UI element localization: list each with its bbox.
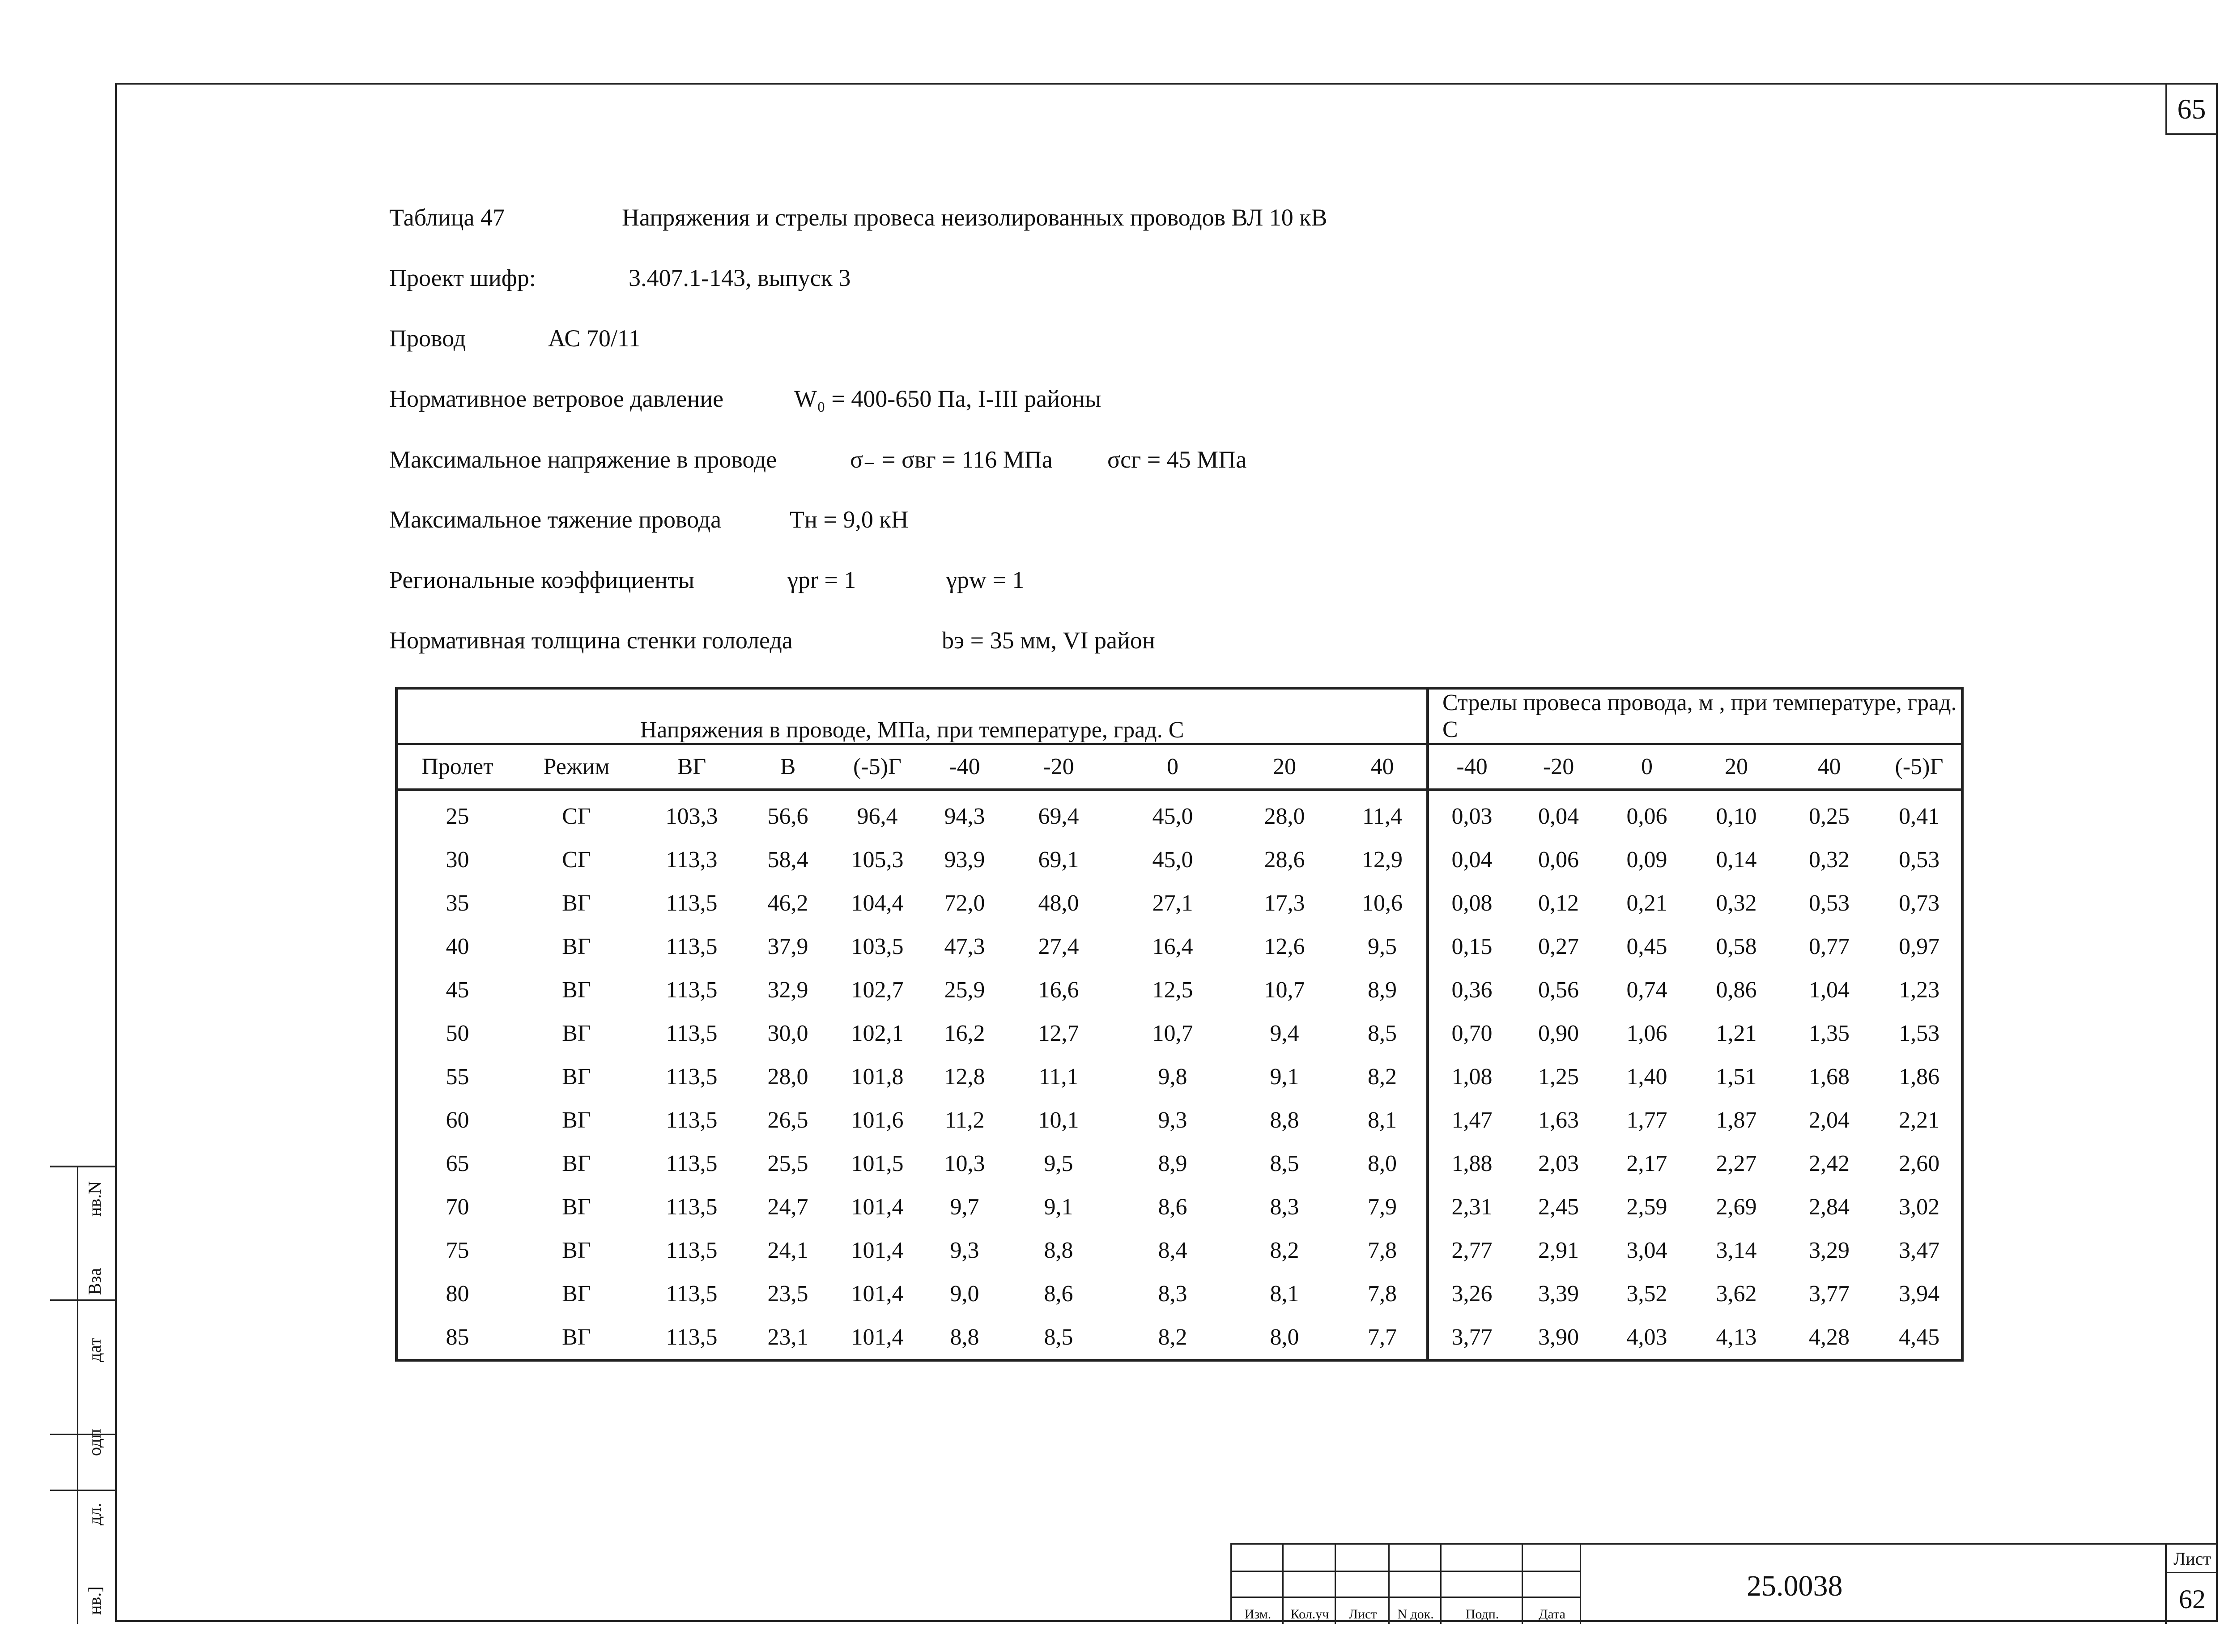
table-cell: 2,17 — [1626, 1150, 1667, 1176]
table-cell: ВГ — [562, 1194, 591, 1220]
column-header: В — [748, 744, 828, 790]
sag-tension-table — [395, 687, 1964, 1362]
table-cell: 3,94 — [1899, 1281, 1940, 1307]
table-cell: 58,4 — [767, 847, 808, 873]
table-cell: 0,06 — [1538, 847, 1579, 873]
side-stamp-label-6: нв.] — [85, 1586, 105, 1615]
column-header: Пролет — [396, 744, 517, 790]
table-cell: 0,06 — [1626, 803, 1667, 829]
ice-thickness-label: Нормативная толщина стенки гололеда — [389, 627, 793, 654]
revision-grid — [1232, 1545, 1581, 1624]
column-header: -20 — [1003, 744, 1114, 790]
document-code: 25.0038 — [1747, 1570, 1843, 1602]
table-cell: 28,0 — [767, 1064, 808, 1090]
table-cell: 8,0 — [1338, 1142, 1428, 1185]
table-cell: 1,68 — [1809, 1064, 1850, 1090]
project-value: 3.407.1-143, выпуск 3 — [629, 264, 851, 291]
table-cell: 1,87 — [1716, 1107, 1757, 1133]
table-cell: 101,6 — [851, 1107, 904, 1133]
table-cell: 3,62 — [1716, 1281, 1757, 1307]
column-header: -40 — [1428, 744, 1515, 790]
table-cell: 4,13 — [1716, 1324, 1757, 1350]
table-cell: ВГ — [562, 977, 591, 1003]
table-cell: 1,88 — [1451, 1150, 1493, 1176]
table-cell: 113,5 — [666, 1020, 718, 1046]
table-cell: 23,1 — [767, 1324, 808, 1350]
table-cell: 9,3 — [1158, 1107, 1187, 1133]
table-row — [396, 1229, 1962, 1272]
table-cell: 46,2 — [767, 890, 808, 916]
column-header: (-5)Г — [828, 744, 927, 790]
table-cell: 3,14 — [1716, 1237, 1757, 1263]
table-cell: ВГ — [562, 1107, 591, 1133]
table-cell: 16,6 — [1038, 977, 1079, 1003]
table-cell: 113,5 — [666, 1194, 718, 1220]
table-cell: 8,5 — [1044, 1324, 1073, 1350]
table-cell: 102,7 — [851, 977, 904, 1003]
table-cell: 3,77 — [1809, 1281, 1850, 1307]
sheet-box — [2165, 1545, 2218, 1624]
regional-coeff-value-2: γpw = 1 — [946, 566, 1025, 593]
table-cell: 0,36 — [1451, 977, 1493, 1003]
sheet-number: 62 — [2179, 1584, 2206, 1614]
side-stamp-label-5: дл. — [85, 1503, 105, 1525]
table-cell: 35 — [446, 890, 469, 916]
table-cell: 0,32 — [1716, 890, 1757, 916]
table-cell: 9,5 — [1044, 1150, 1073, 1176]
table-row — [396, 1272, 1962, 1316]
sheet-label: Лист — [2167, 1548, 2218, 1573]
table-cell: 45,0 — [1152, 847, 1193, 873]
table-cell: 0,09 — [1626, 847, 1667, 873]
table-cell: 56,6 — [767, 803, 808, 829]
column-header: 40 — [1781, 744, 1877, 790]
table-cell: 0,74 — [1626, 977, 1667, 1003]
titleblock-label-ndok: N док. — [1397, 1607, 1434, 1622]
table-cell: 8,8 — [1044, 1237, 1073, 1263]
table-cell: 27,4 — [1038, 933, 1079, 959]
table-cell: 0,21 — [1626, 890, 1667, 916]
table-row — [396, 1012, 1962, 1055]
table-cell: 93,9 — [944, 847, 985, 873]
table-cell: 45 — [446, 977, 469, 1003]
table-cell: 113,5 — [666, 977, 718, 1003]
table-cell: ВГ — [562, 1324, 591, 1350]
table-cell: 1,23 — [1899, 977, 1940, 1003]
table-row — [396, 881, 1962, 925]
table-cell: 4,28 — [1809, 1324, 1850, 1350]
table-cell: 3,52 — [1626, 1281, 1667, 1307]
table-cell: 113,3 — [666, 847, 718, 873]
table-cell: 12,5 — [1152, 977, 1193, 1003]
table-cell: 25,9 — [944, 977, 985, 1003]
table-cell: 2,59 — [1626, 1194, 1667, 1220]
table-cell: 0,04 — [1538, 803, 1579, 829]
table-cell: 1,08 — [1451, 1064, 1493, 1090]
wind-value: W₀ = 400-650 Па, I-III районы — [794, 385, 1101, 412]
table-cell: 8,3 — [1270, 1194, 1299, 1220]
table-cell: 104,4 — [851, 890, 904, 916]
table-cell: 9,8 — [1158, 1064, 1187, 1090]
table-cell: 9,7 — [950, 1194, 979, 1220]
column-header: 40 — [1338, 744, 1428, 790]
table-cell: 2,91 — [1538, 1237, 1579, 1263]
table-cell: 2,27 — [1716, 1150, 1757, 1176]
table-cell: 2,03 — [1538, 1150, 1579, 1176]
table-cell: 17,3 — [1264, 890, 1305, 916]
table-cell: 0,08 — [1451, 890, 1493, 916]
table-cell: 113,5 — [666, 1064, 718, 1090]
table-cell: 8,6 — [1158, 1194, 1187, 1220]
project-line — [389, 264, 851, 292]
table-cell: 70 — [446, 1194, 469, 1220]
table-row — [396, 1316, 1962, 1360]
table-cell: 8,4 — [1158, 1237, 1187, 1263]
table-cell: 101,4 — [851, 1281, 904, 1307]
stress-group-header: Напряжения в проводе, МПа, при температуре, град. С — [396, 688, 1428, 744]
table-cell: 0,14 — [1716, 847, 1757, 873]
table-cell: 28,6 — [1264, 847, 1305, 873]
table-cell: 7,8 — [1338, 1229, 1428, 1272]
table-cell: 30,0 — [767, 1020, 808, 1046]
table-cell: 1,86 — [1899, 1064, 1940, 1090]
table-cell: 0,56 — [1538, 977, 1579, 1003]
table-cell: 85 — [446, 1324, 469, 1350]
side-stamp-label-2: Вза — [85, 1268, 105, 1295]
table-cell: ВГ — [562, 1064, 591, 1090]
table-cell: СГ — [562, 803, 591, 829]
table-cell: 12,7 — [1038, 1020, 1079, 1046]
table-cell: 24,7 — [767, 1194, 808, 1220]
table-label: Таблица 47 — [389, 204, 505, 231]
table-row — [396, 1142, 1962, 1185]
table-cell: 9,1 — [1044, 1194, 1073, 1220]
titleblock-label-data: Дата — [1539, 1607, 1565, 1622]
table-cell: 10,6 — [1338, 881, 1428, 925]
column-header: ВГ — [636, 744, 748, 790]
table-cell: 8,0 — [1270, 1324, 1299, 1350]
table-cell: 8,8 — [1270, 1107, 1299, 1133]
table-cell: 3,02 — [1899, 1194, 1940, 1220]
table-cell: 1,53 — [1899, 1020, 1940, 1046]
table-cell: 1,47 — [1451, 1107, 1493, 1133]
table-row — [396, 968, 1962, 1012]
table-cell: 3,26 — [1451, 1281, 1493, 1307]
table-cell: 113,5 — [666, 1150, 718, 1176]
table-cell: 10,3 — [944, 1150, 985, 1176]
table-cell: 8,8 — [950, 1324, 979, 1350]
table-cell: 3,39 — [1538, 1281, 1579, 1307]
table-cell: 8,1 — [1338, 1098, 1428, 1142]
table-cell: 0,77 — [1809, 933, 1850, 959]
table-cell: ВГ — [562, 1150, 591, 1176]
table-row — [396, 838, 1962, 881]
table-cell: 26,5 — [767, 1107, 808, 1133]
table-cell: 50 — [446, 1020, 469, 1046]
sag-group-header: Стрелы провеса провода, м , при температуре, град. С — [1428, 688, 1962, 744]
table-cell: 9,5 — [1338, 925, 1428, 968]
max-stress-line — [389, 445, 1246, 473]
table-cell: 60 — [446, 1107, 469, 1133]
table-cell: 40 — [446, 933, 469, 959]
titleblock-label-kol: Кол.уч — [1290, 1607, 1329, 1622]
max-stress-value-2: σсг = 45 МПа — [1107, 446, 1247, 473]
wire-value: АС 70/11 — [548, 325, 641, 352]
table-cell: 0,73 — [1899, 890, 1940, 916]
table-cell: 0,45 — [1626, 933, 1667, 959]
max-stress-label: Максимальное напряжение в проводе — [389, 446, 777, 473]
column-header: -40 — [927, 744, 1003, 790]
table-cell: 0,15 — [1451, 933, 1493, 959]
table-row — [396, 1185, 1962, 1229]
table-cell: 9,3 — [950, 1237, 979, 1263]
sag-tension-table-container — [395, 687, 1961, 1362]
table-cell: ВГ — [562, 890, 591, 916]
table-cell: 96,4 — [857, 803, 898, 829]
table-cell: 113,5 — [666, 1107, 718, 1133]
table-cell: 0,58 — [1716, 933, 1757, 959]
table-cell: 0,97 — [1899, 933, 1940, 959]
side-stamp-label-3: дат — [85, 1337, 105, 1362]
table-cell: 0,86 — [1716, 977, 1757, 1003]
table-cell: 2,04 — [1809, 1107, 1850, 1133]
table-cell: 8,6 — [1044, 1281, 1073, 1307]
table-cell: 11,2 — [944, 1107, 985, 1133]
ice-thickness-value: bэ = 35 мм, VI район — [942, 627, 1155, 654]
max-tension-label: Максимальное тяжение провода — [389, 506, 722, 533]
table-cell: 48,0 — [1038, 890, 1079, 916]
table-cell: 0,12 — [1538, 890, 1579, 916]
table-cell: 23,5 — [767, 1281, 808, 1307]
table-cell: 1,40 — [1626, 1064, 1667, 1090]
table-row — [396, 1055, 1962, 1098]
wire-line — [389, 324, 641, 352]
table-cell: 8,3 — [1158, 1281, 1187, 1307]
table-cell: 2,77 — [1451, 1237, 1493, 1263]
table-cell: 2,42 — [1809, 1150, 1850, 1176]
wire-label: Провод — [389, 325, 466, 352]
table-cell: 32,9 — [767, 977, 808, 1003]
table-cell: 113,5 — [666, 890, 718, 916]
table-cell: 3,04 — [1626, 1237, 1667, 1263]
titleblock-label-podp: Подп. — [1465, 1607, 1499, 1622]
table-cell: 8,2 — [1338, 1055, 1428, 1098]
table-cell: 1,21 — [1716, 1020, 1757, 1046]
table-cell: 113,5 — [666, 933, 718, 959]
table-cell: 8,5 — [1270, 1150, 1299, 1176]
table-cell: 101,5 — [851, 1150, 904, 1176]
table-cell: 24,1 — [767, 1237, 808, 1263]
column-header: 0 — [1114, 744, 1231, 790]
titleblock-label-izm: Изм. — [1244, 1607, 1272, 1622]
table-cell: 69,1 — [1038, 847, 1079, 873]
table-cell: 0,41 — [1899, 803, 1940, 829]
table-cell: 0,27 — [1538, 933, 1579, 959]
table-cell: 8,2 — [1270, 1237, 1299, 1263]
table-cell: 8,2 — [1158, 1324, 1187, 1350]
table-cell: 9,1 — [1270, 1064, 1299, 1090]
side-stamp-label-4: одп — [85, 1429, 105, 1456]
table-cell: ВГ — [562, 933, 591, 959]
column-header: (-5)Г — [1877, 744, 1962, 790]
table-cell: 103,5 — [851, 933, 904, 959]
table-cell: 0,25 — [1809, 803, 1850, 829]
table-cell: 2,45 — [1538, 1194, 1579, 1220]
table-cell: 12,6 — [1264, 933, 1305, 959]
table-cell: 28,0 — [1264, 803, 1305, 829]
table-cell: 12,9 — [1338, 838, 1428, 881]
table-cell: 113,5 — [666, 1281, 718, 1307]
table-cell: 3,47 — [1899, 1237, 1940, 1263]
table-cell: 27,1 — [1152, 890, 1193, 916]
table-cell: 1,06 — [1626, 1020, 1667, 1046]
table-cell: 3,90 — [1538, 1324, 1579, 1350]
table-caption-line — [389, 204, 1327, 231]
title-block — [1230, 1543, 2218, 1622]
table-cell: 2,69 — [1716, 1194, 1757, 1220]
table-cell: 0,03 — [1451, 803, 1493, 829]
table-title: Напряжения и стрелы провеса неизолированных проводов ВЛ 10 кВ — [622, 204, 1327, 231]
table-cell: 101,4 — [851, 1237, 904, 1263]
table-row — [396, 1098, 1962, 1142]
table-cell: 12,8 — [944, 1064, 985, 1090]
table-cell: 45,0 — [1152, 803, 1193, 829]
table-cell: 3,77 — [1451, 1324, 1493, 1350]
table-cell: 55 — [446, 1064, 469, 1090]
table-cell: 37,9 — [767, 933, 808, 959]
table-cell: 8,9 — [1158, 1150, 1187, 1176]
table-cell: 1,51 — [1716, 1064, 1757, 1090]
table-cell: 72,0 — [944, 890, 985, 916]
table-cell: 0,04 — [1451, 847, 1493, 873]
table-cell: 9,0 — [950, 1281, 979, 1307]
table-cell: 47,3 — [944, 933, 985, 959]
table-cell: 2,21 — [1899, 1107, 1940, 1133]
table-cell: 3,29 — [1809, 1237, 1850, 1263]
max-stress-value-1: σ₋ = σвг = 116 МПа — [850, 446, 1053, 473]
page-number: 65 — [2165, 83, 2218, 135]
table-cell: 2,31 — [1451, 1194, 1493, 1220]
table-cell: 7,9 — [1338, 1185, 1428, 1229]
table-cell: 113,5 — [666, 1237, 718, 1263]
column-header: 20 — [1692, 744, 1781, 790]
table-cell: 0,90 — [1538, 1020, 1579, 1046]
table-cell: 10,7 — [1264, 977, 1305, 1003]
table-cell: 8,9 — [1338, 968, 1428, 1012]
table-cell: 11,4 — [1338, 790, 1428, 838]
table-cell: 25 — [446, 803, 469, 829]
table-cell: 94,3 — [944, 803, 985, 829]
table-cell: 10,1 — [1038, 1107, 1079, 1133]
regional-coeff-line — [389, 566, 1024, 594]
column-header-row — [396, 744, 1962, 790]
table-cell: 16,4 — [1152, 933, 1193, 959]
table-cell: 8,1 — [1270, 1281, 1299, 1307]
table-cell: ВГ — [562, 1281, 591, 1307]
table-cell: 103,3 — [665, 803, 718, 829]
table-cell: 9,4 — [1270, 1020, 1299, 1046]
column-header: 0 — [1602, 744, 1692, 790]
side-stamp — [50, 1166, 115, 1624]
table-cell: 30 — [446, 847, 469, 873]
table-cell: 16,2 — [944, 1020, 985, 1046]
table-cell: 69,4 — [1038, 803, 1079, 829]
table-cell: 1,04 — [1809, 977, 1850, 1003]
table-row — [396, 925, 1962, 968]
table-cell: 11,1 — [1038, 1064, 1079, 1090]
max-tension-value: Tн = 9,0 кН — [790, 506, 909, 533]
table-cell: 0,53 — [1899, 847, 1940, 873]
table-cell: 0,70 — [1451, 1020, 1493, 1046]
table-cell: 2,84 — [1809, 1194, 1850, 1220]
column-header: Режим — [517, 744, 636, 790]
wind-line — [389, 385, 1101, 413]
table-body — [396, 790, 1962, 1360]
table-cell: 4,03 — [1626, 1324, 1667, 1350]
table-cell: 113,5 — [666, 1324, 718, 1350]
table-cell: 8,5 — [1338, 1012, 1428, 1055]
titleblock-label-list: Лист — [1348, 1607, 1377, 1622]
table-cell: 105,3 — [851, 847, 904, 873]
table-cell: 7,8 — [1338, 1272, 1428, 1316]
table-cell: 1,35 — [1809, 1020, 1850, 1046]
regional-coeff-label: Региональные коэффициенты — [389, 566, 695, 593]
table-cell: 1,77 — [1626, 1107, 1667, 1133]
table-cell: 0,32 — [1809, 847, 1850, 873]
table-cell: 75 — [446, 1237, 469, 1263]
table-cell: 4,45 — [1899, 1324, 1940, 1350]
table-cell: 2,60 — [1899, 1150, 1940, 1176]
project-label: Проект шифр: — [389, 264, 536, 291]
table-cell: 102,1 — [851, 1020, 904, 1046]
table-cell: 101,8 — [851, 1064, 904, 1090]
table-cell: 65 — [446, 1150, 469, 1176]
column-header: -20 — [1515, 744, 1602, 790]
table-cell: 101,4 — [851, 1194, 904, 1220]
table-cell: 0,53 — [1809, 890, 1850, 916]
table-cell: 101,4 — [851, 1324, 904, 1350]
table-cell: СГ — [562, 847, 591, 873]
table-cell: 1,25 — [1538, 1064, 1579, 1090]
regional-coeff-value-1: γpr = 1 — [787, 566, 856, 593]
ice-thickness-line — [389, 626, 1155, 654]
table-cell: ВГ — [562, 1020, 591, 1046]
table-cell: 7,7 — [1338, 1316, 1428, 1360]
max-tension-line — [389, 506, 909, 533]
side-stamp-label-1: нв.N — [85, 1181, 105, 1217]
wind-label: Нормативное ветровое давление — [389, 385, 724, 412]
table-cell: 10,7 — [1152, 1020, 1193, 1046]
table-cell: 1,63 — [1538, 1107, 1579, 1133]
table-cell: 25,5 — [767, 1150, 808, 1176]
table-row — [396, 790, 1962, 838]
table-cell: ВГ — [562, 1237, 591, 1263]
column-header: 20 — [1231, 744, 1338, 790]
table-cell: 80 — [446, 1281, 469, 1307]
table-cell: 0,10 — [1716, 803, 1757, 829]
